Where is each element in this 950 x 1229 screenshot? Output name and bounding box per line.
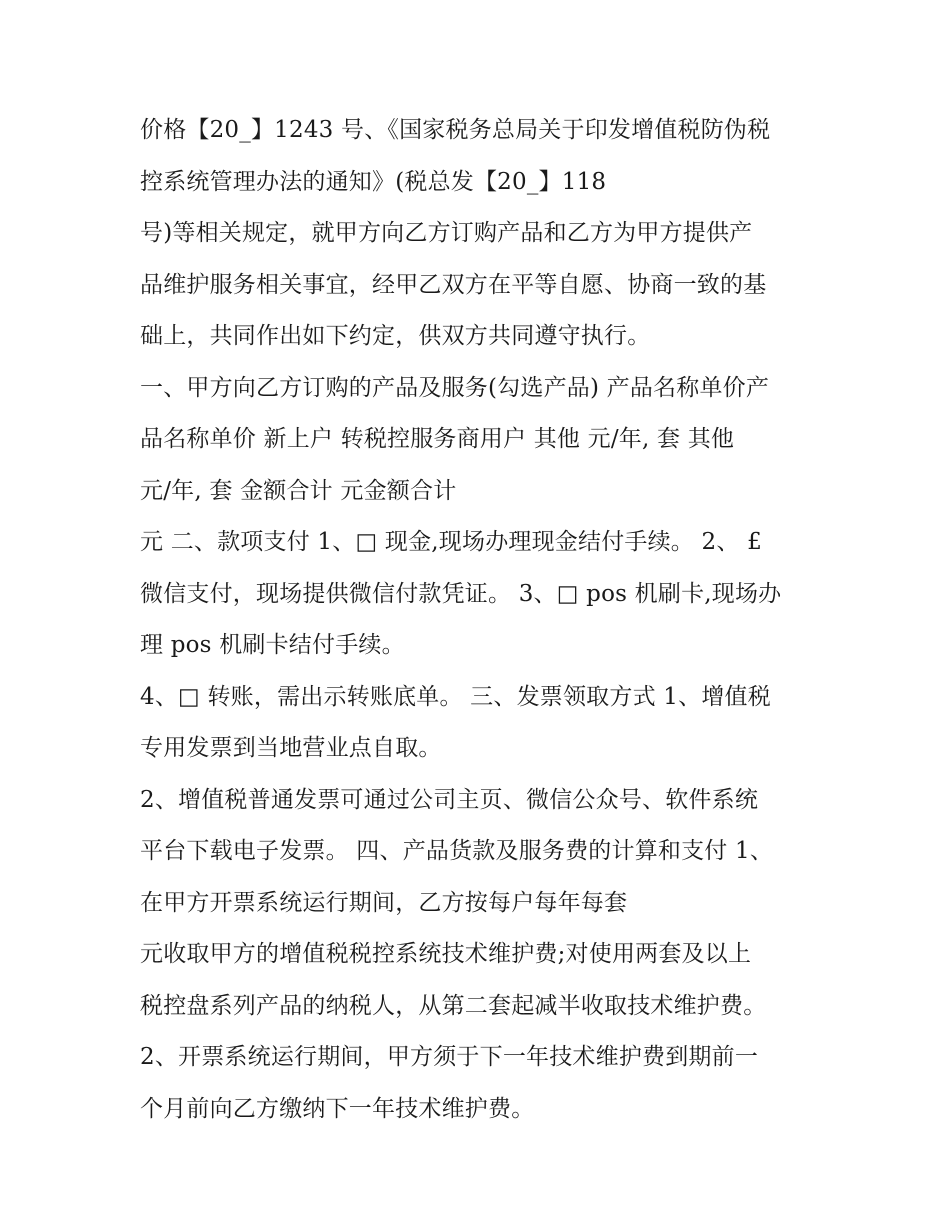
text-line: 微信支付，现场提供微信付款凭证。 3、□ pos 机刷卡,现场办 — [140, 580, 782, 607]
text-line: 平台下载电子发票。 四、产品货款及服务费的计算和支付 1、 — [140, 838, 774, 864]
text-line: 元/年, 套 金额合计 元金额合计 — [140, 477, 457, 504]
text-line: 控系统管理办法的通知》(税总发【20_】118 — [140, 168, 607, 195]
text-line: 元收取甲方的增值税税控系统技术维护费;对使用两套及以上 — [140, 941, 752, 967]
text-line: 一、甲方向乙方订购的产品及服务(勾选产品) 产品名称单价产 — [140, 374, 770, 401]
text-line: 专用发票到当地营业点自取。 — [140, 735, 442, 761]
text-line: 号)等相关规定，就甲方向乙方订购产品和乙方为甲方提供产 — [140, 220, 753, 246]
contract-text-block — [140, 105, 830, 1135]
text-line: 2、增值税普通发票可通过公司主页、微信公众号、软件系统 — [140, 786, 759, 813]
text-line: 品维护服务相关事宜，经甲乙双方在平等自愿、协商一致的基 — [140, 271, 767, 298]
text-line: 价格【20_】1243 号、《国家税务总局关于印发增值税防伪税 — [140, 117, 771, 143]
text-line: 4、□ 转账，需出示转账底单。 三、发票领取方式 1、增值税 — [140, 683, 771, 710]
text-line: 理 pos 机刷卡结付手续。 — [140, 632, 405, 658]
text-line: 础上，共同作出如下约定，供双方共同遵守执行。 — [140, 323, 651, 349]
text-line: 品名称单价 新上户 转税控服务商用户 其他 元/年, 套 其他 — [140, 426, 735, 452]
text-line: 个月前向乙方缴纳下一年技术维护费。 — [140, 1095, 535, 1122]
text-line: 税控盘系列产品的纳税人，从第二套起减半收取技术维护费。 — [140, 992, 767, 1019]
text-line: 2、开票系统运行期间，甲方须于下一年技术维护费到期前一 — [140, 1044, 759, 1070]
text-line: 元 二、款项支付 1、□ 现金,现场办理现金结付手续。 2、 £ — [140, 529, 762, 555]
text-line: 在甲方开票系统运行期间，乙方按每户每年每套 — [140, 889, 628, 916]
